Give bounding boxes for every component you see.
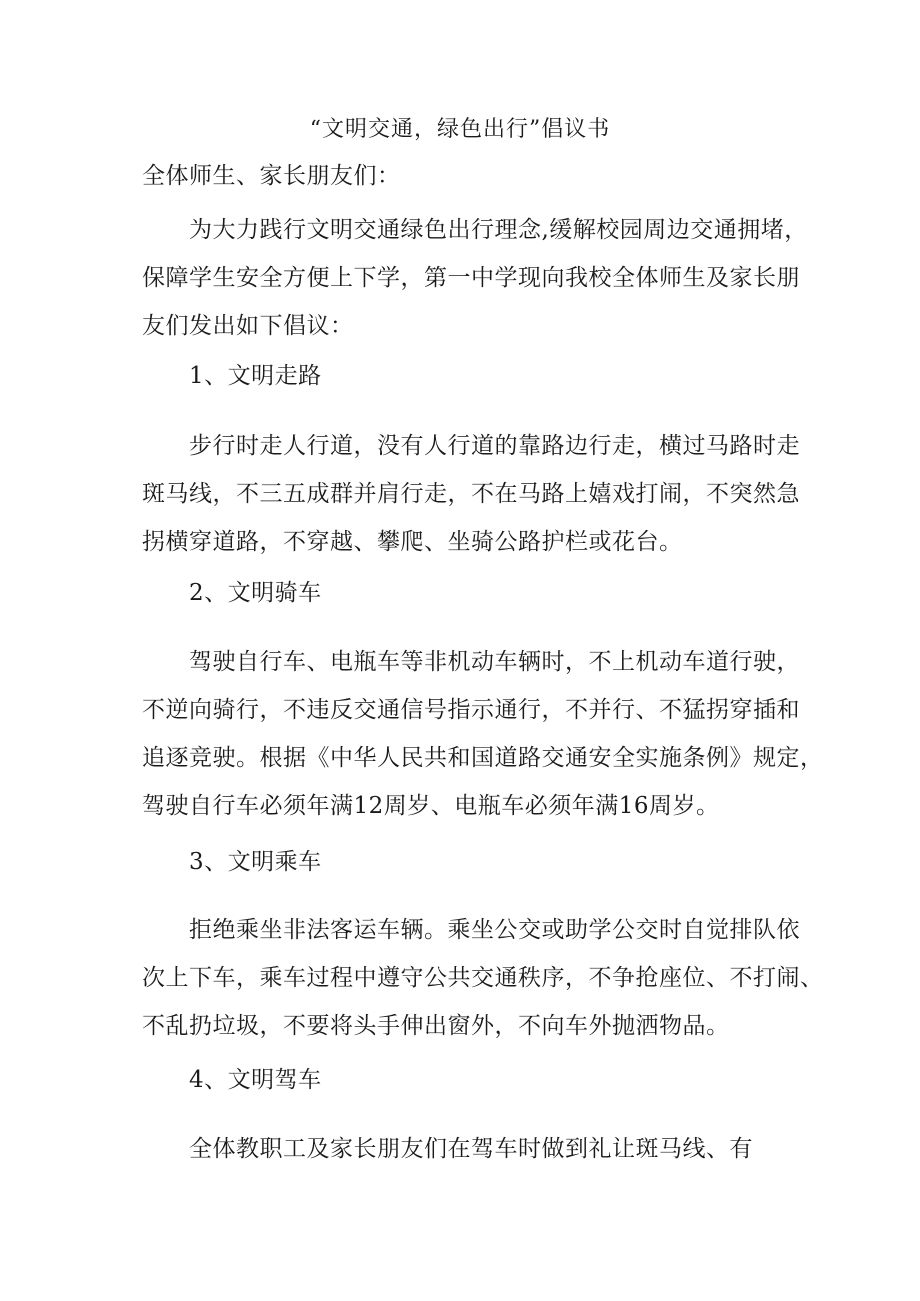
paragraph-line: 拐横穿道路，不穿越、攀爬、坐骑公路护栏或花台。: [142, 529, 683, 555]
paragraph-line: 不逆向骑行，不违反交通信号指示通行，不并行、不猛拐穿插和: [142, 697, 800, 723]
paragraph-line: 不乱扔垃圾，不要将头手伸出窗外，不向车外抛洒物品。: [142, 1013, 730, 1039]
section-heading-driving: 4、文明驾车: [189, 1067, 322, 1093]
intro-line: 保障学生安全方便上下学，第一中学现向我校全体师生及家长朋: [142, 265, 800, 291]
salutation: 全体师生、家长朋友们：: [142, 163, 401, 189]
intro-line: 友们发出如下倡议：: [142, 313, 354, 339]
paragraph-line: 追逐竞驶。根据《中华人民共和国道路交通安全实施条例》规定，: [142, 745, 824, 771]
section-heading-walking: 1、文明走路: [189, 363, 322, 389]
document-title: “文明交通，绿色出行”倡议书: [309, 117, 611, 142]
paragraph-line: 驾驶自行车、电瓶车等非机动车辆时，不上机动车道行驶，: [189, 649, 800, 675]
paragraph-line: 驾驶自行车必须年满12周岁、电瓶车必须年满16周岁。: [142, 793, 720, 819]
paragraph-line: 斑马线，不三五成群并肩行走，不在马路上嬉戏打闹，不突然急: [142, 481, 800, 507]
paragraph-line: 步行时走人行道，没有人行道的靠路边行走，横过马路时走: [189, 433, 800, 459]
section-heading-cycling: 2、文明骑车: [189, 580, 322, 606]
paragraph-line: 全体教职工及家长朋友们在驾车时做到礼让斑马线、有: [189, 1136, 753, 1162]
paragraph-line: 拒绝乘坐非法客运车辆。乘坐公交或助学公交时自觉排队依: [189, 917, 800, 943]
section-heading-riding: 3、文明乘车: [189, 849, 322, 875]
intro-line: 为大力践行文明交通绿色出行理念,缓解校园周边交通拥堵，: [189, 217, 808, 243]
paragraph-line: 次上下车，乘车过程中遵守公共交通秩序，不争抢座位、不打闹、: [142, 965, 824, 991]
